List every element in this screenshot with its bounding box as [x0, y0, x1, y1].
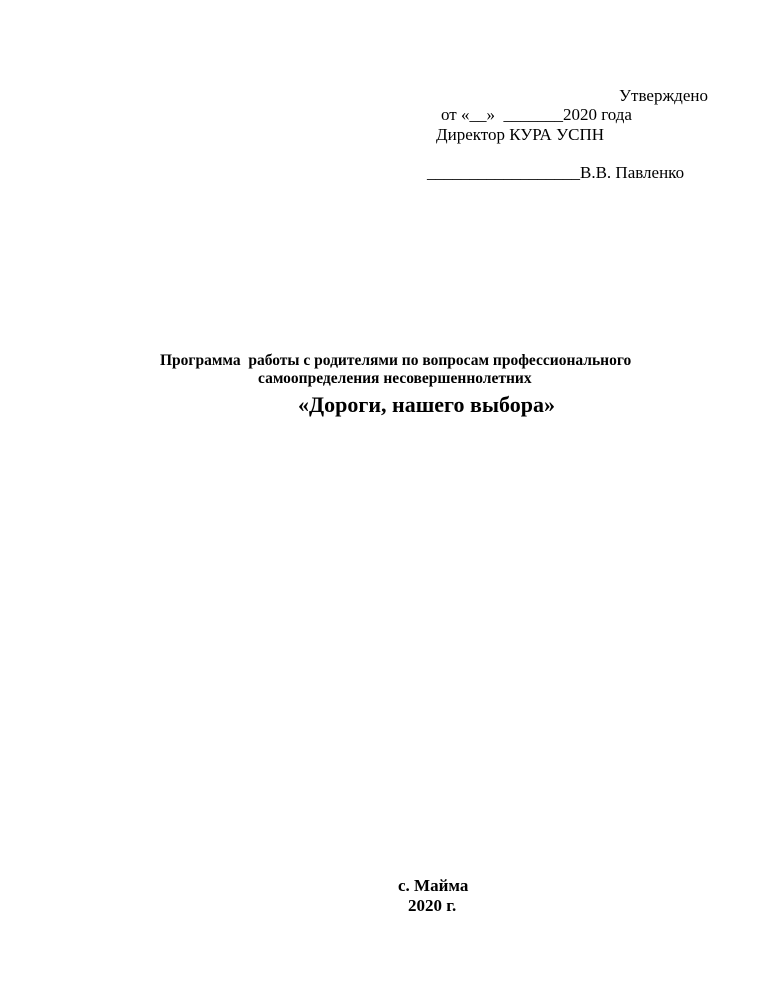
approval-title: Утверждено [619, 86, 708, 105]
approval-date-line: от «__» _______2020 года [441, 105, 632, 124]
program-title-line2: самоопределения несовершеннолетних [258, 370, 532, 387]
program-name: «Дороги, нашего выбора» [298, 392, 555, 417]
document-year: 2020 г. [408, 896, 457, 915]
program-title-line1: Программа работы с родителями по вопросам профессионального [160, 352, 632, 369]
place-name: с. Майма [398, 876, 469, 895]
approval-role-line: Директор КУРА УСПН [436, 125, 604, 144]
approval-signature-line: __________________В.В. Павленко [427, 163, 685, 182]
